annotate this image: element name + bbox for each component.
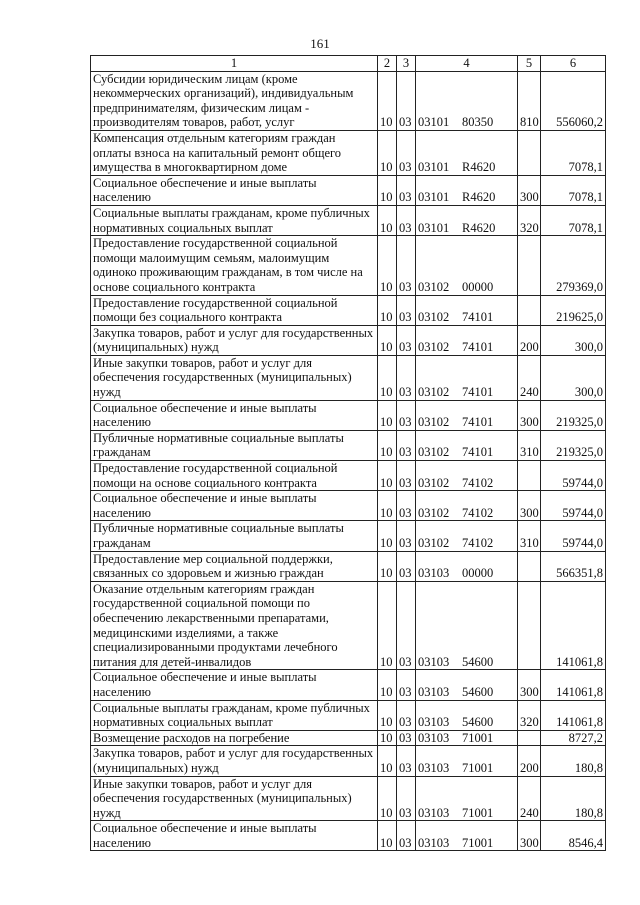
- row-amount: 300,0: [541, 355, 606, 400]
- row-name: Социальное обеспечение и иные выплаты населению: [91, 491, 378, 521]
- target-article-program: 03101: [418, 160, 450, 175]
- table-row: [91, 325, 606, 355]
- row-amount: 7078,1: [541, 130, 606, 175]
- target-article-program: 03103: [418, 715, 450, 730]
- table-row: [91, 746, 606, 776]
- target-article-program: 03103: [418, 684, 450, 699]
- row-target-article: [416, 71, 518, 130]
- row-expense-type: 320: [518, 205, 541, 235]
- row-target-article: [416, 236, 518, 295]
- row-target-article: [416, 581, 518, 670]
- target-article-program: 03102: [418, 310, 450, 325]
- row-subsection: 03: [397, 430, 416, 460]
- header-col-4: 4: [416, 56, 518, 72]
- target-article-program: 03103: [418, 805, 450, 820]
- row-name: Закупка товаров, работ и услуг для государственных (муниципальных) нужд: [91, 746, 378, 776]
- row-section: 10: [378, 430, 397, 460]
- row-name: Публичные нормативные социальные выплаты гражданам: [91, 521, 378, 551]
- header-col-6: 6: [541, 56, 606, 72]
- table-row: [91, 430, 606, 460]
- row-subsection: 03: [397, 700, 416, 730]
- budget-table: [90, 55, 606, 851]
- table-row: [91, 461, 606, 491]
- table-row: [91, 730, 606, 746]
- row-expense-type: 300: [518, 821, 541, 851]
- row-subsection: 03: [397, 355, 416, 400]
- row-expense-type: 200: [518, 325, 541, 355]
- target-article-direction: 54600: [462, 684, 494, 699]
- row-section: 10: [378, 521, 397, 551]
- target-article-direction: 80350: [462, 115, 494, 130]
- row-amount: 141061,8: [541, 670, 606, 700]
- row-target-article: [416, 175, 518, 205]
- row-expense-type: [518, 581, 541, 670]
- target-article-direction: R4620: [462, 160, 496, 175]
- table-row: [91, 130, 606, 175]
- target-article-direction: 74102: [462, 475, 494, 490]
- row-name: Публичные нормативные социальные выплаты гражданам: [91, 430, 378, 460]
- target-article-program: 03102: [418, 385, 450, 400]
- target-article-program: 03102: [418, 279, 450, 294]
- row-subsection: 03: [397, 730, 416, 746]
- row-section: 10: [378, 175, 397, 205]
- row-name: Социальное обеспечение и иные выплаты населению: [91, 400, 378, 430]
- table-row: [91, 205, 606, 235]
- target-article-direction: 74101: [462, 340, 494, 355]
- row-amount: 59744,0: [541, 461, 606, 491]
- row-name: Субсидии юридическим лицам (кроме некоммерческих организаций), индивидуальным предпринимателям, физическим лицам - производителям товаров, работ, услуг: [91, 71, 378, 130]
- row-subsection: 03: [397, 205, 416, 235]
- row-amount: 180,8: [541, 746, 606, 776]
- target-article-direction: 00000: [462, 566, 494, 581]
- row-expense-type: 300: [518, 175, 541, 205]
- row-target-article: [416, 491, 518, 521]
- target-article-direction: 00000: [462, 279, 494, 294]
- page-number: 161: [310, 36, 330, 51]
- row-amount: 180,8: [541, 776, 606, 821]
- row-name: Предоставление мер социальной поддержки, связанных со здоровьем и жизнью граждан: [91, 551, 378, 581]
- row-section: 10: [378, 730, 397, 746]
- row-subsection: 03: [397, 581, 416, 670]
- row-section: 10: [378, 746, 397, 776]
- header-col-2: 2: [378, 56, 397, 72]
- row-target-article: [416, 400, 518, 430]
- row-target-article: [416, 355, 518, 400]
- row-expense-type: 240: [518, 776, 541, 821]
- table-row: [91, 175, 606, 205]
- row-subsection: 03: [397, 236, 416, 295]
- row-subsection: 03: [397, 461, 416, 491]
- row-target-article: [416, 746, 518, 776]
- row-name: Социальные выплаты гражданам, кроме публичных нормативных социальных выплат: [91, 700, 378, 730]
- row-name: Оказание отдельным категориям граждан государственной социальной помощи по обеспечению лекарственными препаратами, медицинскими изделиями, а также специализированными продуктами лечебного питания для детей-инвалидов: [91, 581, 378, 670]
- table-row: [91, 400, 606, 430]
- row-expense-type: [518, 130, 541, 175]
- target-article-direction: 71001: [462, 730, 494, 745]
- row-target-article: [416, 551, 518, 581]
- target-article-program: 03101: [418, 220, 450, 235]
- table-row: [91, 236, 606, 295]
- target-article-program: 03102: [418, 340, 450, 355]
- row-subsection: 03: [397, 821, 416, 851]
- row-name: Социальное обеспечение и иные выплаты населению: [91, 175, 378, 205]
- row-section: 10: [378, 670, 397, 700]
- target-article-program: 03102: [418, 505, 450, 520]
- row-name: Предоставление государственной социальной помощи без социального контракта: [91, 295, 378, 325]
- table-row: [91, 491, 606, 521]
- target-article-program: 03103: [418, 654, 450, 669]
- row-name: Иные закупки товаров, работ и услуг для обеспечения государственных (муниципальных) нужд: [91, 355, 378, 400]
- row-amount: 7078,1: [541, 175, 606, 205]
- table-row: [91, 821, 606, 851]
- row-expense-type: [518, 730, 541, 746]
- row-subsection: 03: [397, 175, 416, 205]
- table-row: [91, 295, 606, 325]
- row-amount: 141061,8: [541, 700, 606, 730]
- row-target-article: [416, 461, 518, 491]
- target-article-program: 03102: [418, 415, 450, 430]
- row-amount: 279369,0: [541, 236, 606, 295]
- row-subsection: 03: [397, 670, 416, 700]
- row-target-article: [416, 325, 518, 355]
- target-article-program: 03102: [418, 475, 450, 490]
- table-row: [91, 521, 606, 551]
- row-subsection: 03: [397, 491, 416, 521]
- target-article-direction: 71001: [462, 760, 494, 775]
- target-article-program: 03103: [418, 760, 450, 775]
- header-col-3: 3: [397, 56, 416, 72]
- row-section: 10: [378, 400, 397, 430]
- target-article-direction: R4620: [462, 190, 496, 205]
- target-article-direction: 74101: [462, 310, 494, 325]
- row-target-article: [416, 430, 518, 460]
- target-article-program: 03101: [418, 115, 450, 130]
- row-target-article: [416, 521, 518, 551]
- table-row: [91, 551, 606, 581]
- row-subsection: 03: [397, 551, 416, 581]
- row-section: 10: [378, 700, 397, 730]
- header-col-5: 5: [518, 56, 541, 72]
- table-row: [91, 776, 606, 821]
- row-name: Компенсация отдельным категориям граждан оплаты взноса на капитальный ремонт общего имущества в многоквартирном доме: [91, 130, 378, 175]
- target-article-direction: R4620: [462, 220, 496, 235]
- row-expense-type: 300: [518, 670, 541, 700]
- row-name: Предоставление государственной социальной помощи малоимущим семьям, малоимущим одиноко проживающим гражданам, в том числе на основе социального контракта: [91, 236, 378, 295]
- row-section: 10: [378, 821, 397, 851]
- row-section: 10: [378, 295, 397, 325]
- row-name: Закупка товаров, работ и услуг для государственных (муниципальных) нужд: [91, 325, 378, 355]
- row-target-article: [416, 130, 518, 175]
- row-subsection: 03: [397, 776, 416, 821]
- row-amount: 59744,0: [541, 491, 606, 521]
- row-target-article: [416, 821, 518, 851]
- row-target-article: [416, 205, 518, 235]
- row-expense-type: 240: [518, 355, 541, 400]
- row-section: 10: [378, 205, 397, 235]
- table-row: [91, 700, 606, 730]
- table-header-row: [91, 56, 606, 72]
- row-expense-type: [518, 461, 541, 491]
- row-amount: 8546,4: [541, 821, 606, 851]
- row-target-article: [416, 730, 518, 746]
- row-subsection: 03: [397, 325, 416, 355]
- target-article-program: 03102: [418, 445, 450, 460]
- target-article-program: 03103: [418, 835, 450, 850]
- target-article-direction: 54600: [462, 715, 494, 730]
- row-amount: 7078,1: [541, 205, 606, 235]
- row-subsection: 03: [397, 521, 416, 551]
- target-article-direction: 74101: [462, 385, 494, 400]
- table-row: [91, 71, 606, 130]
- row-amount: 566351,8: [541, 551, 606, 581]
- row-expense-type: 310: [518, 430, 541, 460]
- row-subsection: 03: [397, 746, 416, 776]
- row-section: 10: [378, 130, 397, 175]
- target-article-direction: 74101: [462, 445, 494, 460]
- row-section: 10: [378, 325, 397, 355]
- table-row: [91, 581, 606, 670]
- table-row: [91, 355, 606, 400]
- row-section: 10: [378, 491, 397, 521]
- row-expense-type: 810: [518, 71, 541, 130]
- row-target-article: [416, 776, 518, 821]
- row-name: Социальные выплаты гражданам, кроме публичных нормативных социальных выплат: [91, 205, 378, 235]
- row-amount: 556060,2: [541, 71, 606, 130]
- row-name: Социальное обеспечение и иные выплаты населению: [91, 821, 378, 851]
- row-target-article: [416, 295, 518, 325]
- row-amount: 219625,0: [541, 295, 606, 325]
- row-section: 10: [378, 776, 397, 821]
- row-section: 10: [378, 461, 397, 491]
- row-section: 10: [378, 355, 397, 400]
- row-expense-type: 200: [518, 746, 541, 776]
- row-name: Возмещение расходов на погребение: [91, 730, 378, 746]
- row-section: 10: [378, 551, 397, 581]
- row-subsection: 03: [397, 71, 416, 130]
- row-expense-type: 310: [518, 521, 541, 551]
- row-section: 10: [378, 236, 397, 295]
- target-article-direction: 71001: [462, 835, 494, 850]
- row-name: Предоставление государственной социальной помощи на основе социального контракта: [91, 461, 378, 491]
- row-subsection: 03: [397, 295, 416, 325]
- target-article-direction: 74101: [462, 415, 494, 430]
- row-subsection: 03: [397, 130, 416, 175]
- table-row: [91, 670, 606, 700]
- row-name: Иные закупки товаров, работ и услуг для обеспечения государственных (муниципальных) нужд: [91, 776, 378, 821]
- header-col-1: 1: [91, 56, 378, 72]
- target-article-program: 03102: [418, 536, 450, 550]
- row-section: 10: [378, 71, 397, 130]
- row-expense-type: [518, 295, 541, 325]
- target-article-program: 03103: [418, 566, 450, 581]
- row-amount: 219325,0: [541, 400, 606, 430]
- target-article-direction: 71001: [462, 805, 494, 820]
- row-amount: 219325,0: [541, 430, 606, 460]
- target-article-program: 03101: [418, 190, 450, 205]
- row-expense-type: 300: [518, 491, 541, 521]
- row-section: 10: [378, 581, 397, 670]
- row-expense-type: [518, 551, 541, 581]
- row-expense-type: 320: [518, 700, 541, 730]
- row-amount: 8727,2: [541, 730, 606, 746]
- row-amount: 300,0: [541, 325, 606, 355]
- target-article-direction: 74102: [462, 536, 494, 550]
- target-article-program: 03103: [418, 730, 450, 745]
- row-expense-type: [518, 236, 541, 295]
- target-article-direction: 54600: [462, 654, 494, 669]
- row-subsection: 03: [397, 400, 416, 430]
- row-name: Социальное обеспечение и иные выплаты населению: [91, 670, 378, 700]
- row-amount: 141061,8: [541, 581, 606, 670]
- row-amount: 59744,0: [541, 521, 606, 551]
- row-target-article: [416, 700, 518, 730]
- row-expense-type: 300: [518, 400, 541, 430]
- target-article-direction: 74102: [462, 505, 494, 520]
- row-target-article: [416, 670, 518, 700]
